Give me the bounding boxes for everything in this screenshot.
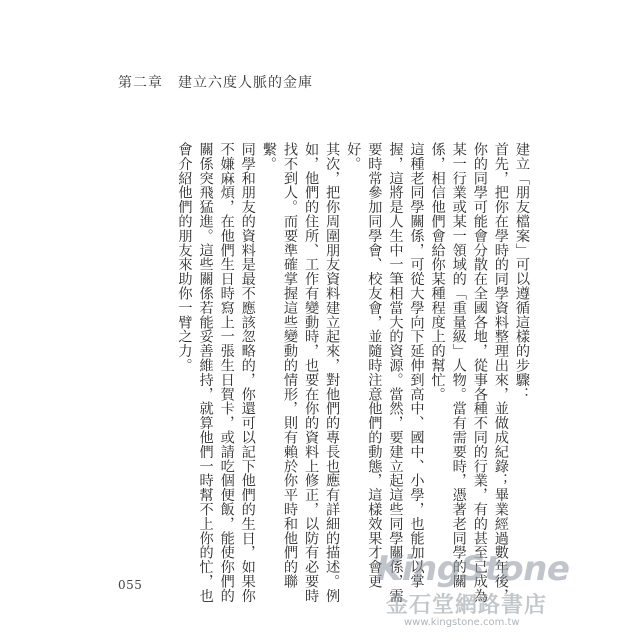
- paragraph-steps-intro: 建立「朋友檔案」可以遵循這樣的步驟：: [514, 142, 530, 402]
- watermark-url: www.kingstone.com.tw: [404, 617, 520, 628]
- paragraph-alumni: 這種老同學關係，可從大學向下延伸到高中、國中、小學，也能加以掌握，這將是人生中一筆相當大的資源。當然，要建立起這些同學關係，需要時常參加同學會、校友會，並隨時注意他們的動態，這樣效果才會更好。: [345, 142, 425, 603]
- page-number: 055: [118, 578, 143, 592]
- paragraph-friends-records: 其次，把你周圍朋友資料建立起來，對他們的專長也應有詳細的描述。例如，他們的住所、工作有變動時，也要在你的資料上修正，以防有必要時找不到人。而要準確掌握這些變動的情形，則有賴於你平時和他們的聯繫。: [260, 142, 341, 603]
- paragraph-classmates: 首先，把你在學時的同學資料整理出來，並做成紀錄；畢業經過數年後，你的同學可能會分散在全國各地，從事各種不同的行業，有的甚至已成為某一行業或某一領域的「重量級」人物。當有需要時，憑著老同學的關係，相信他們會給你某種程度上的幫忙。: [429, 142, 509, 603]
- chapter-title: 第二章 建立六度人脈的金庫: [118, 75, 313, 91]
- watermark-logo-text: KingStone: [376, 549, 570, 589]
- vertical-text-body: [173, 114, 532, 606]
- paragraph-birthdays: 同學和朋友的資料是最不應該忽略的，你還可以記下他們的生日，如果你不嫌麻煩，在他們生日時寫上一張生日賀卡，或請吃個便飯，能使你們的關係突飛猛進。這些關係若能妥善維持，就算他們一時幫不上你的忙，也會介紹他們的朋友來助你一臂之力。: [176, 142, 256, 603]
- watermark-store-name: 金石堂網路書店: [386, 592, 548, 618]
